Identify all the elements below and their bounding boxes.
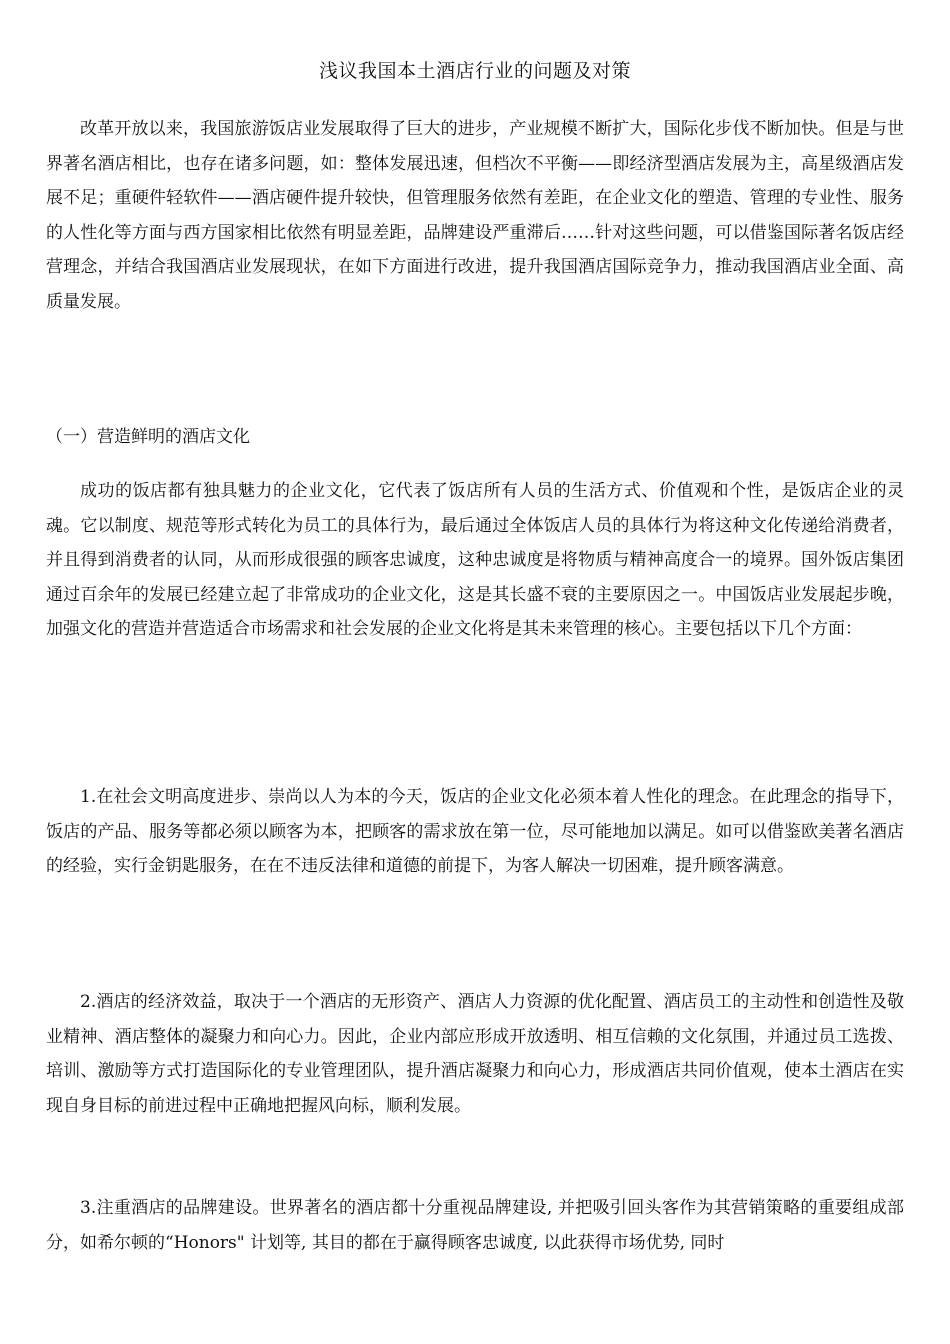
intro-paragraph: 改革开放以来，我国旅游饭店业发展取得了巨大的进步，产业规模不断扩大，国际化步伐不断加快。但是与世界著名酒店相比，也存在诸多问题，如：整体发展迅速，但档次不平衡——即经济型酒店发展为主，高星级酒店发展不足；重硬件轻软件——酒店硬件提升较快，但管理服务依然有差距，在企业文化的塑造、管理的专业性、服务的人性化等方面与西方国家相比依然有明显差距，品牌建设严重滞后……针对这些问题，可以借鉴国际著名饭店经营理念，并结合我国酒店业发展现状，在如下方面进行改进，提升我国酒店国际竞争力，推动我国酒店业全面、高质量发展。 (46, 119, 904, 312)
body-paragraph: 成功的饭店都有独具魅力的企业文化，它代表了饭店所有人员的生活方式、价值观和个性，是饭店企业的灵魂。它以制度、规范等形式转化为员工的具体行为，最后通过全体饭店人员的具体行为将这种文化传递给消费者，并且得到消费者的认同，从而形成很强的顾客忠诚度，这种忠诚度是将物质与精神高度合一的境界。国外饭店集团通过百余年的发展已经建立起了非常成功的企业文化，这是其长盛不衰的主要原因之一。中国饭店业发展起步晚，加强文化的营造并营造适合市场需求和社会发展的企业文化将是其未来管理的核心。主要包括以下几个方面： (46, 481, 904, 639)
list-item-2: 2.酒店的经济效益，取决于一个酒店的无形资产、酒店人力资源的优化配置、酒店员工的主动性和创造性及敬业精神、酒店整体的凝聚力和向心力。因此，企业内部应形成开放透明、相互信赖的文化氛围，并通过员工选拨、培训、激励等方式打造国际化的专业管理团队，提升酒店凝聚力和向心力，形成酒店共同价值观，使本土酒店在实现自身目标的前进过程中正确地把握风向标，顺利发展。 (46, 992, 904, 1116)
document-title: 浅议我国本土酒店行业的问题及对策 (318, 60, 631, 82)
list-item-3: 3.注重酒店的品牌建设。世界著名的酒店都十分重视品牌建设, 并把吸引回头客作为其营销策略的重要组成部分，如希尔顿的“Honors" 计划等, 其目的都在于赢得顾客忠诚度, 以此获得市场优势, 同时 (46, 1198, 904, 1253)
section-heading: （一）营造鲜明的酒店文化 (46, 427, 250, 447)
list-item-1: 1.在社会文明高度进步、崇尚以人为本的今天，饭店的企业文化必须本着人性化的理念。在此理念的指导下，饭店的产品、服务等都必须以顾客为本，把顾客的需求放在第一位，尽可能地加以满足。如可以借鉴欧美著名酒店的经验，实行金钥匙服务，在在不违反法律和道德的前提下，为客人解决一切困难，提升顾客满意。 (46, 787, 904, 876)
